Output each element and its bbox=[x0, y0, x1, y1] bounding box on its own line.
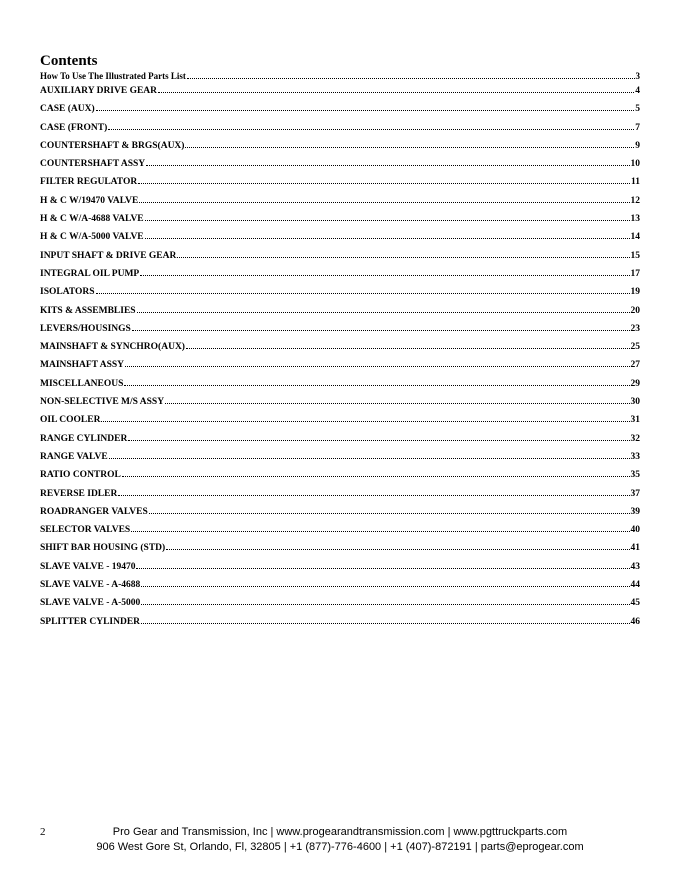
toc-entry-page: 32 bbox=[630, 433, 640, 444]
toc-entry[interactable] bbox=[40, 266, 640, 284]
toc-entry-page: 46 bbox=[630, 616, 640, 627]
toc-dot-leader bbox=[187, 69, 635, 79]
toc-entry[interactable] bbox=[40, 248, 640, 266]
toc-entry-label: RATIO CONTROL bbox=[40, 470, 121, 481]
toc-entry-page: 9 bbox=[635, 140, 640, 151]
toc-entry-label: H & C W/A-5000 VALVE bbox=[40, 232, 144, 243]
toc-entry-label: KITS & ASSEMBLIES bbox=[40, 305, 136, 316]
toc-entry-page: 44 bbox=[630, 580, 640, 591]
toc-dot-leader bbox=[141, 614, 629, 624]
toc-dot-leader bbox=[118, 486, 629, 496]
toc-entry[interactable] bbox=[40, 101, 640, 119]
toc-entry-page: 19 bbox=[630, 287, 640, 298]
toc-entry-label: CASE (AUX) bbox=[40, 104, 95, 115]
toc-entry-label: FILTER REGULATOR bbox=[40, 177, 138, 188]
toc-entry-page: 45 bbox=[630, 598, 640, 609]
toc-entry-label: MAINSHAFT & SYNCHRO(AUX) bbox=[40, 342, 185, 353]
toc-dot-leader bbox=[128, 431, 629, 441]
toc-entry-label: SELECTOR VALVES bbox=[40, 525, 131, 536]
toc-entry-page: 14 bbox=[630, 232, 640, 243]
toc-entry[interactable] bbox=[40, 303, 640, 321]
toc-entry[interactable] bbox=[40, 339, 640, 357]
toc-entry-label: H & C W/A-4688 VALVE bbox=[40, 214, 144, 225]
toc-dot-leader bbox=[146, 156, 629, 166]
toc-entry-page: 4 bbox=[635, 86, 640, 96]
toc-entry[interactable] bbox=[40, 321, 640, 339]
toc-entry-page: 40 bbox=[630, 525, 640, 536]
toc-entry-page: 41 bbox=[630, 543, 640, 554]
toc-entry-label: COUNTERSHAFT & BRGS(AUX) bbox=[40, 140, 185, 151]
toc-entry-page: 7 bbox=[635, 122, 640, 133]
toc-entry[interactable] bbox=[40, 431, 640, 449]
toc-entry[interactable] bbox=[40, 449, 640, 467]
toc-entry-page: 35 bbox=[630, 470, 640, 481]
toc-entry[interactable] bbox=[40, 156, 640, 174]
toc-entry-label: REVERSE IDLER bbox=[40, 488, 118, 499]
page-number: 2 bbox=[40, 826, 46, 838]
toc-dot-leader bbox=[165, 394, 629, 404]
toc-entry-page: 15 bbox=[630, 250, 640, 261]
toc-entry[interactable] bbox=[40, 412, 640, 430]
toc-entry-page: 31 bbox=[630, 415, 640, 426]
toc-entry-label: SLAVE VALVE - A-4688 bbox=[40, 580, 141, 591]
toc-entry-page: 13 bbox=[630, 214, 640, 225]
toc-entry-page: 10 bbox=[630, 159, 640, 170]
toc-dot-leader bbox=[158, 83, 634, 93]
toc-entry[interactable] bbox=[40, 193, 640, 211]
toc-entry-label: AUXILIARY DRIVE GEAR bbox=[40, 86, 158, 96]
toc-entry-label: CASE (FRONT) bbox=[40, 122, 108, 133]
toc-dot-leader bbox=[177, 248, 629, 258]
toc-entry-page: 11 bbox=[631, 177, 640, 188]
toc-entry-page: 17 bbox=[630, 268, 640, 279]
toc-dot-leader bbox=[108, 120, 634, 130]
toc-entry-label: LEVERS/HOUSINGS bbox=[40, 323, 131, 334]
toc-entry[interactable] bbox=[40, 69, 640, 83]
toc-entry-label: MAINSHAFT ASSY bbox=[40, 360, 125, 371]
toc-entry-page: 43 bbox=[630, 561, 640, 572]
toc-entry-label: ROADRANGER VALVES bbox=[40, 506, 148, 517]
toc-entry-page: 27 bbox=[630, 360, 640, 371]
toc-dot-leader bbox=[139, 193, 629, 203]
toc-dot-leader bbox=[125, 357, 629, 367]
toc-dot-leader bbox=[186, 339, 630, 349]
toc-entry-label: RANGE CYLINDER bbox=[40, 433, 128, 444]
toc-dot-leader bbox=[136, 559, 629, 569]
table-of-contents bbox=[40, 69, 640, 632]
toc-entry-label: MISCELLANEOUS bbox=[40, 378, 124, 389]
toc-entry-page: 30 bbox=[630, 397, 640, 408]
toc-entry-page: 25 bbox=[630, 342, 640, 353]
toc-dot-leader bbox=[124, 376, 629, 386]
toc-entry[interactable] bbox=[40, 83, 640, 101]
toc-entry-page: 20 bbox=[630, 305, 640, 316]
toc-dot-leader bbox=[131, 522, 629, 532]
toc-entry-label: COUNTERSHAFT ASSY bbox=[40, 159, 146, 170]
toc-dot-leader bbox=[96, 284, 630, 294]
toc-entry-page: 29 bbox=[630, 378, 640, 389]
toc-dot-leader bbox=[138, 174, 630, 184]
toc-dot-leader bbox=[149, 504, 630, 514]
toc-dot-leader bbox=[141, 595, 629, 605]
toc-entry[interactable] bbox=[40, 174, 640, 192]
toc-entry[interactable] bbox=[40, 357, 640, 375]
toc-entry-label: How To Use The Illustrated Parts List bbox=[40, 71, 186, 81]
toc-entry[interactable] bbox=[40, 284, 640, 302]
toc-entry[interactable] bbox=[40, 504, 640, 522]
footer bbox=[0, 825, 680, 855]
toc-dot-leader bbox=[109, 449, 630, 459]
toc-entry[interactable] bbox=[40, 522, 640, 540]
footer-address-line: 906 West Gore St, Orlando, Fl, 32805 | +1 (877)-776-4600 | +1 (407)-872191 | parts@eprogear.com bbox=[96, 841, 584, 853]
toc-dot-leader bbox=[185, 138, 634, 148]
toc-entry[interactable] bbox=[40, 229, 640, 247]
toc-dot-leader bbox=[166, 540, 629, 550]
toc-entry-page: 3 bbox=[635, 71, 640, 81]
toc-entry-page: 12 bbox=[630, 195, 640, 206]
footer-company-line: Pro Gear and Transmission, Inc | www.progearandtransmission.com | www.pgttruckparts.com bbox=[112, 826, 568, 838]
toc-dot-leader bbox=[137, 303, 630, 313]
toc-entry-page: 33 bbox=[630, 451, 640, 462]
toc-entry-label: SLAVE VALVE - A-5000 bbox=[40, 598, 141, 609]
toc-entry[interactable] bbox=[40, 559, 640, 577]
toc-entry-label: SLAVE VALVE - 19470 bbox=[40, 561, 136, 572]
toc-dot-leader bbox=[132, 321, 630, 331]
toc-dot-leader bbox=[101, 412, 629, 422]
toc-entry-label: INTEGRAL OIL PUMP bbox=[40, 268, 140, 279]
toc-entry[interactable] bbox=[40, 540, 640, 558]
toc-entry-label: NON-SELECTIVE M/S ASSY bbox=[40, 397, 165, 408]
toc-entry[interactable] bbox=[40, 486, 640, 504]
toc-entry-label: H & C W/19470 VALVE bbox=[40, 195, 139, 206]
toc-entry-page: 5 bbox=[635, 104, 640, 115]
toc-dot-leader bbox=[140, 266, 629, 276]
toc-entry-label: RANGE VALVE bbox=[40, 451, 108, 462]
toc-entry-label: ISOLATORS bbox=[40, 287, 95, 298]
toc-entry-label: INPUT SHAFT & DRIVE GEAR bbox=[40, 250, 177, 261]
toc-entry[interactable] bbox=[40, 614, 640, 632]
toc-dot-leader bbox=[96, 101, 635, 111]
toc-entry[interactable] bbox=[40, 577, 640, 595]
toc-entry[interactable] bbox=[40, 376, 640, 394]
toc-entry[interactable] bbox=[40, 467, 640, 485]
toc-dot-leader bbox=[145, 211, 630, 221]
toc-entry[interactable] bbox=[40, 211, 640, 229]
toc-entry[interactable] bbox=[40, 120, 640, 138]
toc-entry-label: SPLITTER CYLINDER bbox=[40, 616, 141, 627]
toc-entry[interactable] bbox=[40, 394, 640, 412]
toc-entry-label: OIL COOLER bbox=[40, 415, 101, 426]
toc-entry-page: 23 bbox=[630, 323, 640, 334]
toc-dot-leader bbox=[122, 467, 630, 477]
contents-heading: Contents bbox=[40, 53, 98, 69]
toc-dot-leader bbox=[145, 229, 630, 239]
toc-entry[interactable] bbox=[40, 138, 640, 156]
toc-entry-label: SHIFT BAR HOUSING (STD) bbox=[40, 543, 166, 554]
toc-dot-leader bbox=[141, 577, 629, 587]
toc-entry-page: 39 bbox=[630, 506, 640, 517]
toc-entry[interactable] bbox=[40, 595, 640, 613]
toc-entry-page: 37 bbox=[630, 488, 640, 499]
